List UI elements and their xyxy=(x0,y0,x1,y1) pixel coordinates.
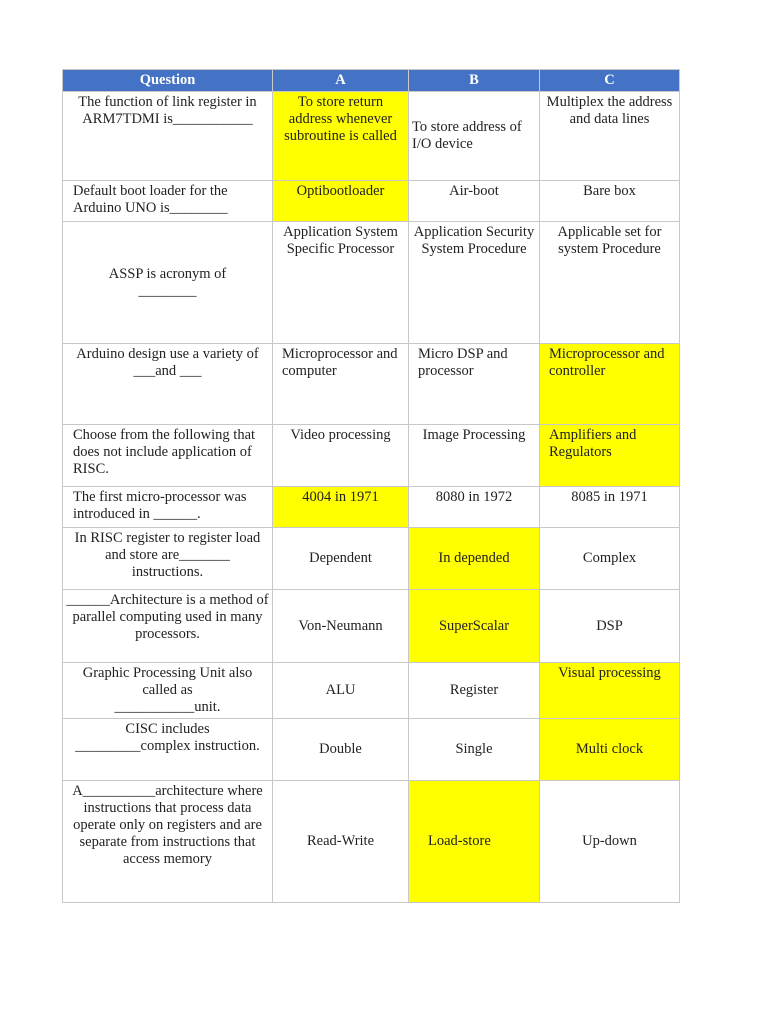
answer-a-cell: Dependent xyxy=(273,528,409,590)
table-row xyxy=(63,663,680,719)
question-cell: Default boot loader for the Arduino UNO is________ xyxy=(63,181,273,222)
answer-b-cell: Load-store xyxy=(409,781,540,903)
header-row xyxy=(63,70,680,92)
header-a: A xyxy=(273,70,409,92)
answer-a-cell: Microprocessor and computer xyxy=(273,344,409,425)
table-row xyxy=(63,425,680,487)
answer-c-cell: Bare box xyxy=(540,181,680,222)
table-row xyxy=(63,781,680,903)
answer-c-cell: Up-down xyxy=(540,781,680,903)
answer-c-cell: 8085 in 1971 xyxy=(540,487,680,528)
answer-a-cell: Read-Write xyxy=(273,781,409,903)
answer-c-cell: Multi clock xyxy=(540,719,680,781)
answer-c-cell: Visual processing xyxy=(540,663,680,719)
answer-b-cell: Air-boot xyxy=(409,181,540,222)
answer-b-cell: To store address of I/O device xyxy=(409,92,540,181)
table-row xyxy=(63,590,680,663)
answer-a-cell: Von-Neumann xyxy=(273,590,409,663)
answer-a-cell: To store return address whenever subroutine is called xyxy=(273,92,409,181)
answer-a-cell: Video processing xyxy=(273,425,409,487)
table-row xyxy=(63,222,680,344)
answer-c-cell: Microprocessor and controller xyxy=(540,344,680,425)
question-cell: Graphic Processing Unit also called as ___________unit. xyxy=(63,663,273,719)
question-cell: In RISC register to register load and store are_______ instructions. xyxy=(63,528,273,590)
answer-b-cell: In depended xyxy=(409,528,540,590)
question-cell: ASSP is acronym of ________ xyxy=(63,222,273,344)
question-cell: The first micro-processor was introduced in ______. xyxy=(63,487,273,528)
answer-a-cell: Double xyxy=(273,719,409,781)
question-cell: ______Architecture is a method of parallel computing used in many processors. xyxy=(63,590,273,663)
answer-c-cell: Applicable set for system Procedure xyxy=(540,222,680,344)
answer-b-cell: Register xyxy=(409,663,540,719)
answer-c-cell: Amplifiers and Regulators xyxy=(540,425,680,487)
answer-a-cell: ALU xyxy=(273,663,409,719)
table-row xyxy=(63,719,680,781)
answer-a-cell: 4004 in 1971 xyxy=(273,487,409,528)
answer-b-cell: Image Processing xyxy=(409,425,540,487)
question-cell: Choose from the following that does not include application of RISC. xyxy=(63,425,273,487)
answer-b-cell: 8080 in 1972 xyxy=(409,487,540,528)
answer-c-cell: Complex xyxy=(540,528,680,590)
table-row xyxy=(63,92,680,181)
table-row xyxy=(63,344,680,425)
question-cell: The function of link register in ARM7TDMI is___________ xyxy=(63,92,273,181)
header-b: B xyxy=(409,70,540,92)
table-row xyxy=(63,528,680,590)
quiz-table xyxy=(62,69,680,903)
answer-a-cell: Application System Specific Processor xyxy=(273,222,409,344)
header-c: C xyxy=(540,70,680,92)
answer-b-cell: Micro DSP and processor xyxy=(409,344,540,425)
question-cell: Arduino design use a variety of ___and ___ xyxy=(63,344,273,425)
question-cell: A__________architecture where instructions that process data operate only on registers and are separate from instructions that access memory xyxy=(63,781,273,903)
answer-b-cell: Application Security System Procedure xyxy=(409,222,540,344)
answer-c-cell: DSP xyxy=(540,590,680,663)
table-row xyxy=(63,181,680,222)
header-question: Question xyxy=(63,70,273,92)
answer-b-cell: Single xyxy=(409,719,540,781)
table-row xyxy=(63,487,680,528)
answer-c-cell: Multiplex the address and data lines xyxy=(540,92,680,181)
answer-b-cell: SuperScalar xyxy=(409,590,540,663)
question-cell: CISC includes _________complex instruction. xyxy=(63,719,273,781)
answer-a-cell: Optibootloader xyxy=(273,181,409,222)
